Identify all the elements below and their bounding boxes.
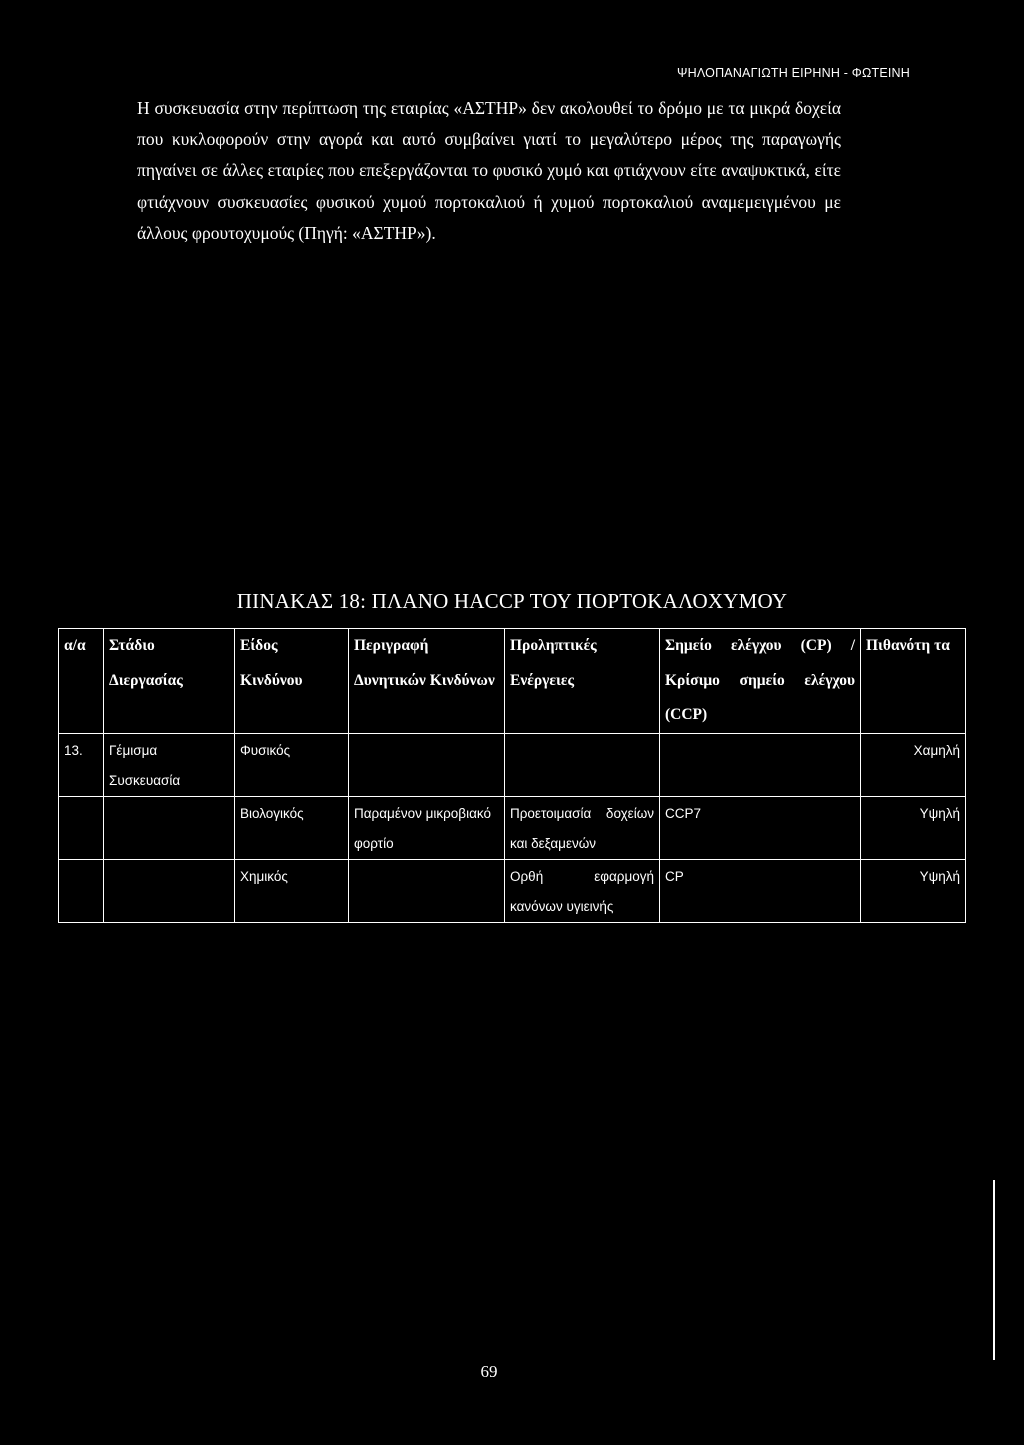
row-stage xyxy=(104,859,235,922)
row-description xyxy=(349,733,505,796)
running-header: ΨΗΛΟΠΑΝΑΓΙΩΤΗ ΕΙΡΗΝΗ - ΦΩΤΕΙΝΗ xyxy=(676,66,910,80)
row-control-point: CCP7 xyxy=(660,796,861,859)
header-cell-stage: Στάδιο Διεργασίας xyxy=(104,629,235,734)
row-hazard-type: Βιολογικός xyxy=(235,796,349,859)
row-preventive: Προετοιμασία δοχείων και δεξαμενών xyxy=(505,796,660,859)
row-description: Παραμένον μικροβιακό φορτίο xyxy=(349,796,505,859)
intro-paragraph: Η συσκευασία στην περίπτωση της εταιρίας «ΑΣΤΗΡ» δεν ακολουθεί το δρόμο με τα μικρά δοχεία που κυκλοφορούν στην αγορά και αυτό συμβαίνει γιατί το μεγαλύτερο μέρος της παραγωγής πηγαίνει σε άλλες εταιρίες που επεξεργάζονται το φυσικό χυμό και φτιάχνουν είτε αναψυκτικά, είτε φτιάχνουν συσκευασίες φυσικού χυμού πορτοκαλιού ή χυμού πορτοκαλιού αναμεμειγμένου με άλλους φρουτοχυμούς (Πηγή: «ΑΣΤΗΡ»). xyxy=(137,98,841,243)
header-cell-hazard-type: Είδος Κινδύνου xyxy=(235,629,349,734)
table-title: ΠΙΝΑΚΑΣ 18: ΠΛΑΝΟ HACCP ΤΟΥ ΠΟΡΤΟΚΑΛΟΧΥΜΟΥ xyxy=(236,589,788,613)
row-num: 13. xyxy=(59,733,104,796)
table-row xyxy=(59,733,966,796)
row-description xyxy=(349,859,505,922)
header-cell-description: Περιγραφή Δυνητικών Κινδύνων xyxy=(349,629,505,734)
table-row xyxy=(59,859,966,922)
row-hazard-type: Χημικός xyxy=(235,859,349,922)
header-cell-num: α/α xyxy=(59,629,104,734)
table-header-row xyxy=(59,629,966,734)
row-probability: Υψηλή xyxy=(861,796,966,859)
row-num xyxy=(59,859,104,922)
row-stage: Γέμισμα Συσκευασία xyxy=(104,733,235,796)
haccp-table xyxy=(58,628,966,923)
row-probability: Υψηλή xyxy=(861,859,966,922)
row-num xyxy=(59,796,104,859)
page-number: 69 xyxy=(480,1362,498,1381)
row-stage xyxy=(104,796,235,859)
header-cell-control-point: Σημείο ελέγχου (CP) / Κρίσιμο σημείο ελέγχου (CCP) xyxy=(660,629,861,734)
row-control-point xyxy=(660,733,861,796)
margin-rule xyxy=(993,1180,995,1360)
row-control-point: CP xyxy=(660,859,861,922)
row-preventive: Ορθή εφαρμογή κανόνων υγιεινής xyxy=(505,859,660,922)
row-hazard-type: Φυσικός xyxy=(235,733,349,796)
header-cell-preventive: Προληπτικές Ενέργειες xyxy=(505,629,660,734)
header-cell-probability: Πιθανότη τα xyxy=(861,629,966,734)
row-probability: Χαμηλή xyxy=(861,733,966,796)
table-row xyxy=(59,796,966,859)
row-preventive xyxy=(505,733,660,796)
